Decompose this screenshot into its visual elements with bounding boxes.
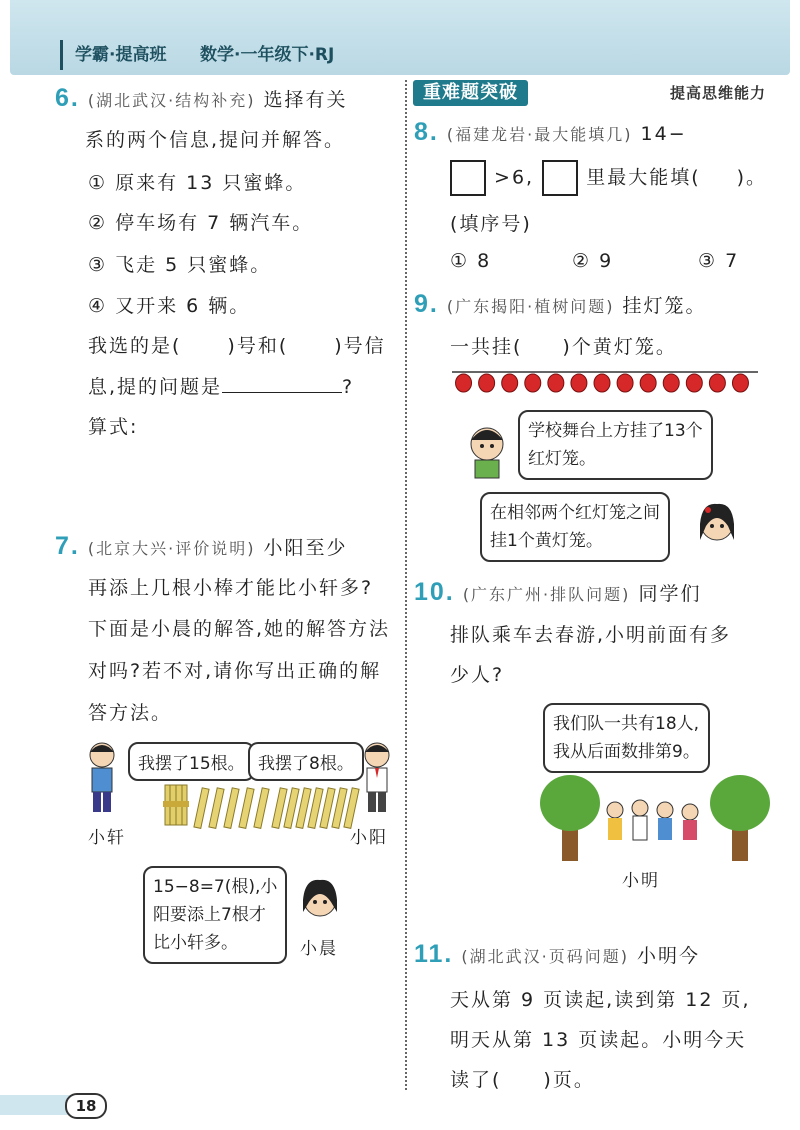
- chen-line-3: 比小轩多。: [153, 933, 238, 953]
- q6-ask-line: [88, 372, 354, 399]
- question-11-line4: [450, 1065, 595, 1092]
- q6-choose-a: 我选的是(: [88, 335, 182, 357]
- q9-text-b: )个黄灯笼。: [562, 336, 677, 358]
- red-lantern: [732, 374, 748, 392]
- question-11-line3: 明天从第 13 页读起。小明今天: [450, 1029, 747, 1051]
- question-8-line1: [414, 118, 687, 147]
- q8-option-2: ② 9: [572, 250, 614, 272]
- q8-text-b: 里最大能填(: [586, 166, 701, 189]
- question-source: (广东广州·排队问题): [462, 585, 631, 604]
- speech-bubble-boy: [518, 410, 713, 480]
- speech-bubble-xuan: 我摆了15根。: [128, 742, 255, 781]
- girl-chen-avatar: [295, 872, 345, 932]
- question-text: 同学们: [638, 583, 702, 605]
- lantern-row: [452, 368, 758, 398]
- name-chen: 小晨: [300, 939, 338, 959]
- question-text: 小阳至少: [263, 537, 348, 559]
- tree-right: [710, 775, 770, 861]
- q6-option-1: ① 原来有 13 只蜜蜂。: [88, 172, 307, 194]
- question-number: 7.: [55, 532, 80, 560]
- red-lantern: [709, 374, 725, 392]
- question-7-line1: [55, 532, 348, 561]
- q6-option-2: ② 停车场有 7 辆汽车。: [88, 212, 314, 234]
- q8-option-3: ③ 7: [698, 250, 740, 272]
- question-text: 挂灯笼。: [622, 295, 707, 317]
- question-source: (北京大兴·评价说明): [87, 539, 256, 558]
- name-xiaoming: 小明: [622, 871, 660, 891]
- question-11-line1: [414, 940, 700, 969]
- question-9-line1: [414, 290, 707, 319]
- q9-text-a: 一共挂(: [450, 336, 523, 358]
- q11-text-a: 读了(: [450, 1069, 502, 1091]
- red-lantern: [525, 374, 541, 392]
- question-10-line2: 排队乘车去春游,小明前面有多: [450, 624, 732, 646]
- question-source: (湖北武汉·页码问题): [461, 947, 629, 966]
- loose-sticks-right: [272, 788, 359, 829]
- q6-option-4: ④ 又开来 6 辆。: [88, 295, 251, 317]
- red-lantern: [686, 374, 702, 392]
- question-number: 9.: [414, 290, 439, 318]
- question-number: 11.: [414, 940, 454, 968]
- loose-sticks-left: [194, 788, 269, 829]
- answer-line[interactable]: [222, 374, 342, 393]
- red-lantern: [456, 374, 472, 392]
- question-8-line2: [450, 160, 767, 196]
- question-source: (湖北武汉·结构补充): [87, 91, 256, 110]
- speech-bubble-chen: [143, 866, 287, 964]
- page-number: 18: [65, 1093, 107, 1119]
- boy-xuan-figure: [90, 743, 114, 812]
- stick-bundle: [163, 785, 189, 825]
- question-source: (福建龙岩·最大能填几): [446, 125, 633, 144]
- red-lantern: [548, 374, 564, 392]
- kids: [607, 800, 698, 840]
- queue-illustration: [540, 768, 770, 863]
- q6-choose-b: )号和(: [227, 335, 289, 357]
- question-10-line3: 少人?: [450, 664, 505, 686]
- question-7-line3: 下面是小晨的解答,她的解答方法: [88, 618, 391, 640]
- q8-hint: (填序号): [450, 213, 532, 235]
- boy-avatar: [462, 418, 512, 480]
- question-number: 8.: [414, 118, 439, 146]
- boy-line-1: 学校舞台上方挂了13个: [528, 421, 703, 441]
- series-tag: 学霸·提高班: [60, 40, 178, 70]
- red-lantern: [640, 374, 656, 392]
- question-text: 小明今: [637, 945, 701, 967]
- speech-bubble-girl: [480, 492, 670, 562]
- boy-line-2: 红灯笼。: [528, 449, 596, 469]
- red-lantern: [571, 374, 587, 392]
- q8-text-c: )。: [736, 166, 768, 189]
- question-6-line1: [55, 84, 348, 113]
- xiaoming-line-2: 我从后面数排第9。: [553, 742, 700, 762]
- chen-line-1: 15−8=7(根),小: [153, 877, 278, 897]
- tree-left: [540, 775, 600, 861]
- red-lantern: [502, 374, 518, 392]
- name-yang: 小阳: [350, 828, 388, 848]
- answer-box[interactable]: [542, 160, 578, 196]
- chen-line-2: 阳要添上7根才: [153, 905, 266, 925]
- q6-choose-c: )号信: [334, 335, 386, 357]
- question-number: 10.: [414, 578, 455, 606]
- question-text: 选择有关: [263, 89, 348, 111]
- red-lantern: [594, 374, 610, 392]
- question-10-line1: [414, 578, 701, 607]
- q6-option-3: ③ 飞走 5 只蜜蜂。: [88, 254, 272, 276]
- answer-box[interactable]: [450, 160, 486, 196]
- section-subtitle: 提高思维能力: [670, 84, 767, 102]
- question-9-line2: [450, 332, 677, 359]
- xiaoming-line-1: 我们队一共有18人,: [553, 714, 700, 734]
- q8-expression: 14−: [640, 123, 687, 145]
- girl-avatar: [692, 496, 742, 556]
- speech-bubble-xiaoming: [543, 703, 710, 773]
- footer-bar: [0, 1095, 70, 1115]
- q8-text-a: >6,: [494, 166, 535, 189]
- question-11-line2: 天从第 9 页读起,读到第 12 页,: [450, 989, 751, 1011]
- girl-line-2: 挂1个黄灯笼。: [490, 531, 603, 551]
- q6-formula-label: 算式:: [88, 416, 139, 438]
- red-lantern: [479, 374, 495, 392]
- red-lantern: [663, 374, 679, 392]
- girl-line-1: 在相邻两个红灯笼之间: [490, 503, 660, 523]
- column-divider: [405, 80, 407, 1090]
- q6-choose-line: [88, 331, 386, 358]
- red-lantern: [617, 374, 633, 392]
- question-source: (广东揭阳·植树问题): [446, 297, 615, 316]
- question-number: 6.: [55, 84, 80, 112]
- question-6-line2: 系的两个信息,提问并解答。: [85, 129, 346, 151]
- question-7-line2: 再添上几根小棒才能比小轩多?: [88, 577, 374, 599]
- question-7-line5: 答方法。: [88, 702, 173, 724]
- question-7-line4: 对吗?若不对,请你写出正确的解: [88, 660, 382, 682]
- q6-ask-a: 息,提的问题是: [88, 376, 223, 398]
- q6-ask-b: ?: [342, 376, 355, 398]
- boy-yang-figure: [365, 743, 389, 812]
- section-badge: 重难题突破: [413, 80, 528, 106]
- speech-bubble-yang: 我摆了8根。: [248, 742, 364, 781]
- name-xuan: 小轩: [88, 828, 126, 848]
- q8-option-1: ① 8: [450, 250, 492, 272]
- q11-text-b: )页。: [543, 1069, 595, 1091]
- subject-label: 数学·一年级下·RJ: [200, 45, 335, 65]
